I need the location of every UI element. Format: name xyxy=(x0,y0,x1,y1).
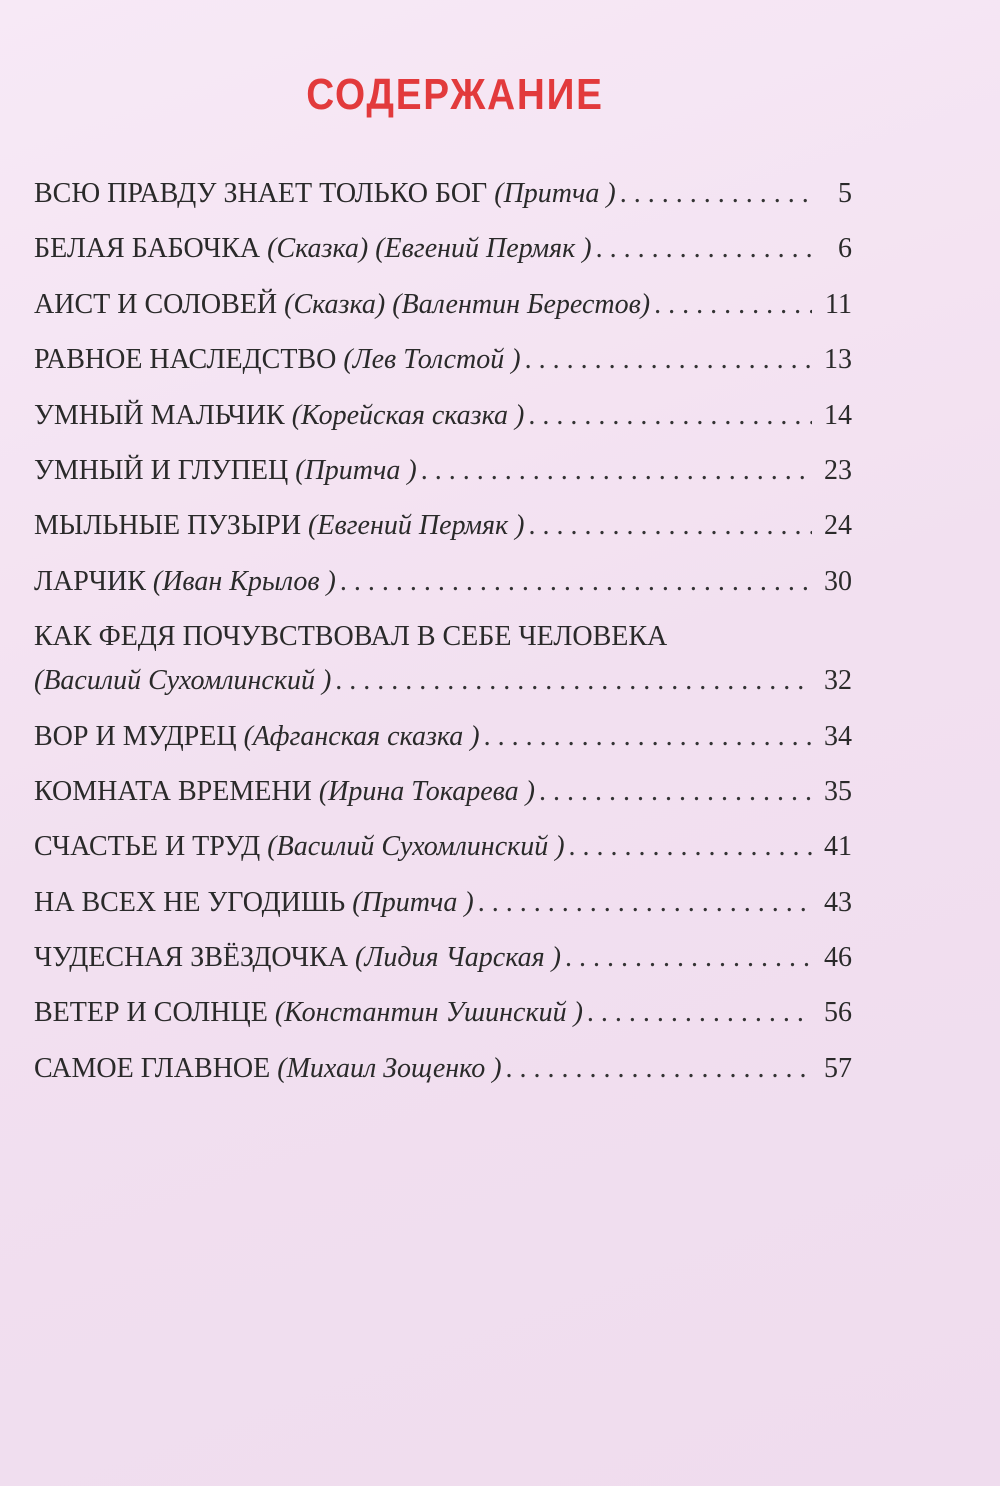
entry-page: 41 xyxy=(824,831,852,863)
entry-title: УМНЫЙ И ГЛУПЕЦ xyxy=(34,454,289,486)
entry-title: МЫЛЬНЫЕ ПУЗЫРИ xyxy=(34,510,302,542)
entry-author: (Афганская сказка ) xyxy=(243,720,480,752)
leader-dots xyxy=(569,825,812,869)
entry-title: САМОЕ ГЛАВНОЕ xyxy=(34,1052,271,1084)
entry-page: 43 xyxy=(824,886,852,918)
toc-entry[interactable] xyxy=(34,615,852,703)
entry-title: ВСЮ ПРАВДУ ЗНАЕТ ТОЛЬКО БОГ xyxy=(34,178,488,209)
entry-title: УМНЫЙ МАЛЬЧИК xyxy=(34,399,285,431)
toc-entry[interactable] xyxy=(34,338,852,382)
toc-entry[interactable] xyxy=(34,991,852,1035)
leader-dots xyxy=(335,659,812,703)
entry-author: (Василий Сухомлинский ) xyxy=(34,665,332,697)
leader-dots xyxy=(565,936,812,980)
entry-title: БЕЛАЯ БАБОЧКА xyxy=(34,233,261,265)
toc-entry[interactable] xyxy=(34,715,852,759)
entry-page: 57 xyxy=(824,1052,852,1084)
entry-page: 11 xyxy=(825,288,852,320)
entry-page: 6 xyxy=(838,233,852,265)
entry-title: НА ВСЕХ НЕ УГОДИШЬ xyxy=(34,886,346,918)
entry-author: (Иван Крылов ) xyxy=(152,565,336,597)
leader-dots xyxy=(525,338,812,382)
leader-dots xyxy=(620,172,812,216)
leader-dots xyxy=(421,449,812,493)
toc-entry[interactable] xyxy=(34,227,852,271)
entry-author: (Притча ) xyxy=(352,886,474,918)
entry-page: 23 xyxy=(824,454,852,486)
entry-author: (Михаил Зощенко ) xyxy=(277,1052,502,1084)
table-of-contents xyxy=(34,172,852,1102)
entry-page: 32 xyxy=(824,665,852,697)
entry-page: 24 xyxy=(824,510,852,542)
entry-page: 46 xyxy=(824,942,852,974)
entry-page: 30 xyxy=(824,565,852,597)
leader-dots xyxy=(654,283,812,327)
entry-author: (Притча ) xyxy=(295,454,417,486)
toc-entry[interactable] xyxy=(34,936,852,980)
entry-page: 35 xyxy=(824,775,852,807)
entry-title: АИСТ И СОЛОВЕЙ xyxy=(34,288,278,320)
leader-dots xyxy=(478,881,812,925)
leader-dots xyxy=(528,504,812,548)
toc-entry[interactable] xyxy=(34,394,852,438)
entry-title: ВОР И МУДРЕЦ xyxy=(34,720,237,752)
page-title: СОДЕРЖАНИЕ xyxy=(306,70,604,119)
toc-entry[interactable] xyxy=(34,770,852,814)
entry-author: (Ирина Токарева ) xyxy=(318,775,535,807)
entry-page: 14 xyxy=(824,399,852,431)
entry-page: 5 xyxy=(838,178,852,209)
entry-title: РАВНОЕ НАСЛЕДСТВО xyxy=(34,344,337,376)
entry-title: ЛАРЧИК xyxy=(34,565,146,597)
leader-dots xyxy=(484,715,812,759)
toc-entry[interactable] xyxy=(34,504,852,548)
entry-author: (Константин Ушинский ) xyxy=(274,997,583,1029)
leader-dots xyxy=(528,394,812,438)
leader-dots xyxy=(539,770,812,814)
entry-title: СЧАСТЬЕ И ТРУД xyxy=(34,831,261,863)
toc-entry[interactable] xyxy=(34,560,852,604)
leader-dots xyxy=(340,560,812,604)
toc-entry[interactable] xyxy=(34,449,852,493)
entry-title: ЧУДЕСНАЯ ЗВЁЗДОЧКА xyxy=(34,942,349,974)
toc-entry[interactable] xyxy=(34,172,852,216)
toc-entry[interactable] xyxy=(34,1047,852,1091)
toc-entry[interactable] xyxy=(34,283,852,327)
toc-entry[interactable] xyxy=(34,881,852,925)
leader-dots xyxy=(587,991,812,1035)
leader-dots xyxy=(596,227,812,271)
entry-author: (Лидия Чарская ) xyxy=(355,942,561,974)
leader-dots xyxy=(506,1047,812,1091)
entry-author: (Евгений Пермяк ) xyxy=(308,510,525,542)
entry-author: (Лев Толстой ) xyxy=(343,344,521,376)
entry-author: (Василий Сухомлинский ) xyxy=(267,831,565,863)
entry-title: КАК ФЕДЯ ПОЧУВСТВОВАЛ В СЕБЕ ЧЕЛОВЕКА xyxy=(34,621,668,653)
entry-author: (Сказка) (Валентин Берестов) xyxy=(284,288,651,320)
entry-author: (Корейская сказка ) xyxy=(291,399,525,431)
entry-page: 13 xyxy=(824,344,852,376)
entry-title: ВЕТЕР И СОЛНЦЕ xyxy=(34,997,268,1029)
entry-author: (Сказка) (Евгений Пермяк ) xyxy=(267,233,592,265)
entry-page: 56 xyxy=(824,997,852,1029)
entry-title: КОМНАТА ВРЕМЕНИ xyxy=(34,775,312,807)
entry-author: (Притча ) xyxy=(494,178,616,209)
entry-page: 34 xyxy=(824,720,852,752)
toc-entry[interactable] xyxy=(34,825,852,869)
